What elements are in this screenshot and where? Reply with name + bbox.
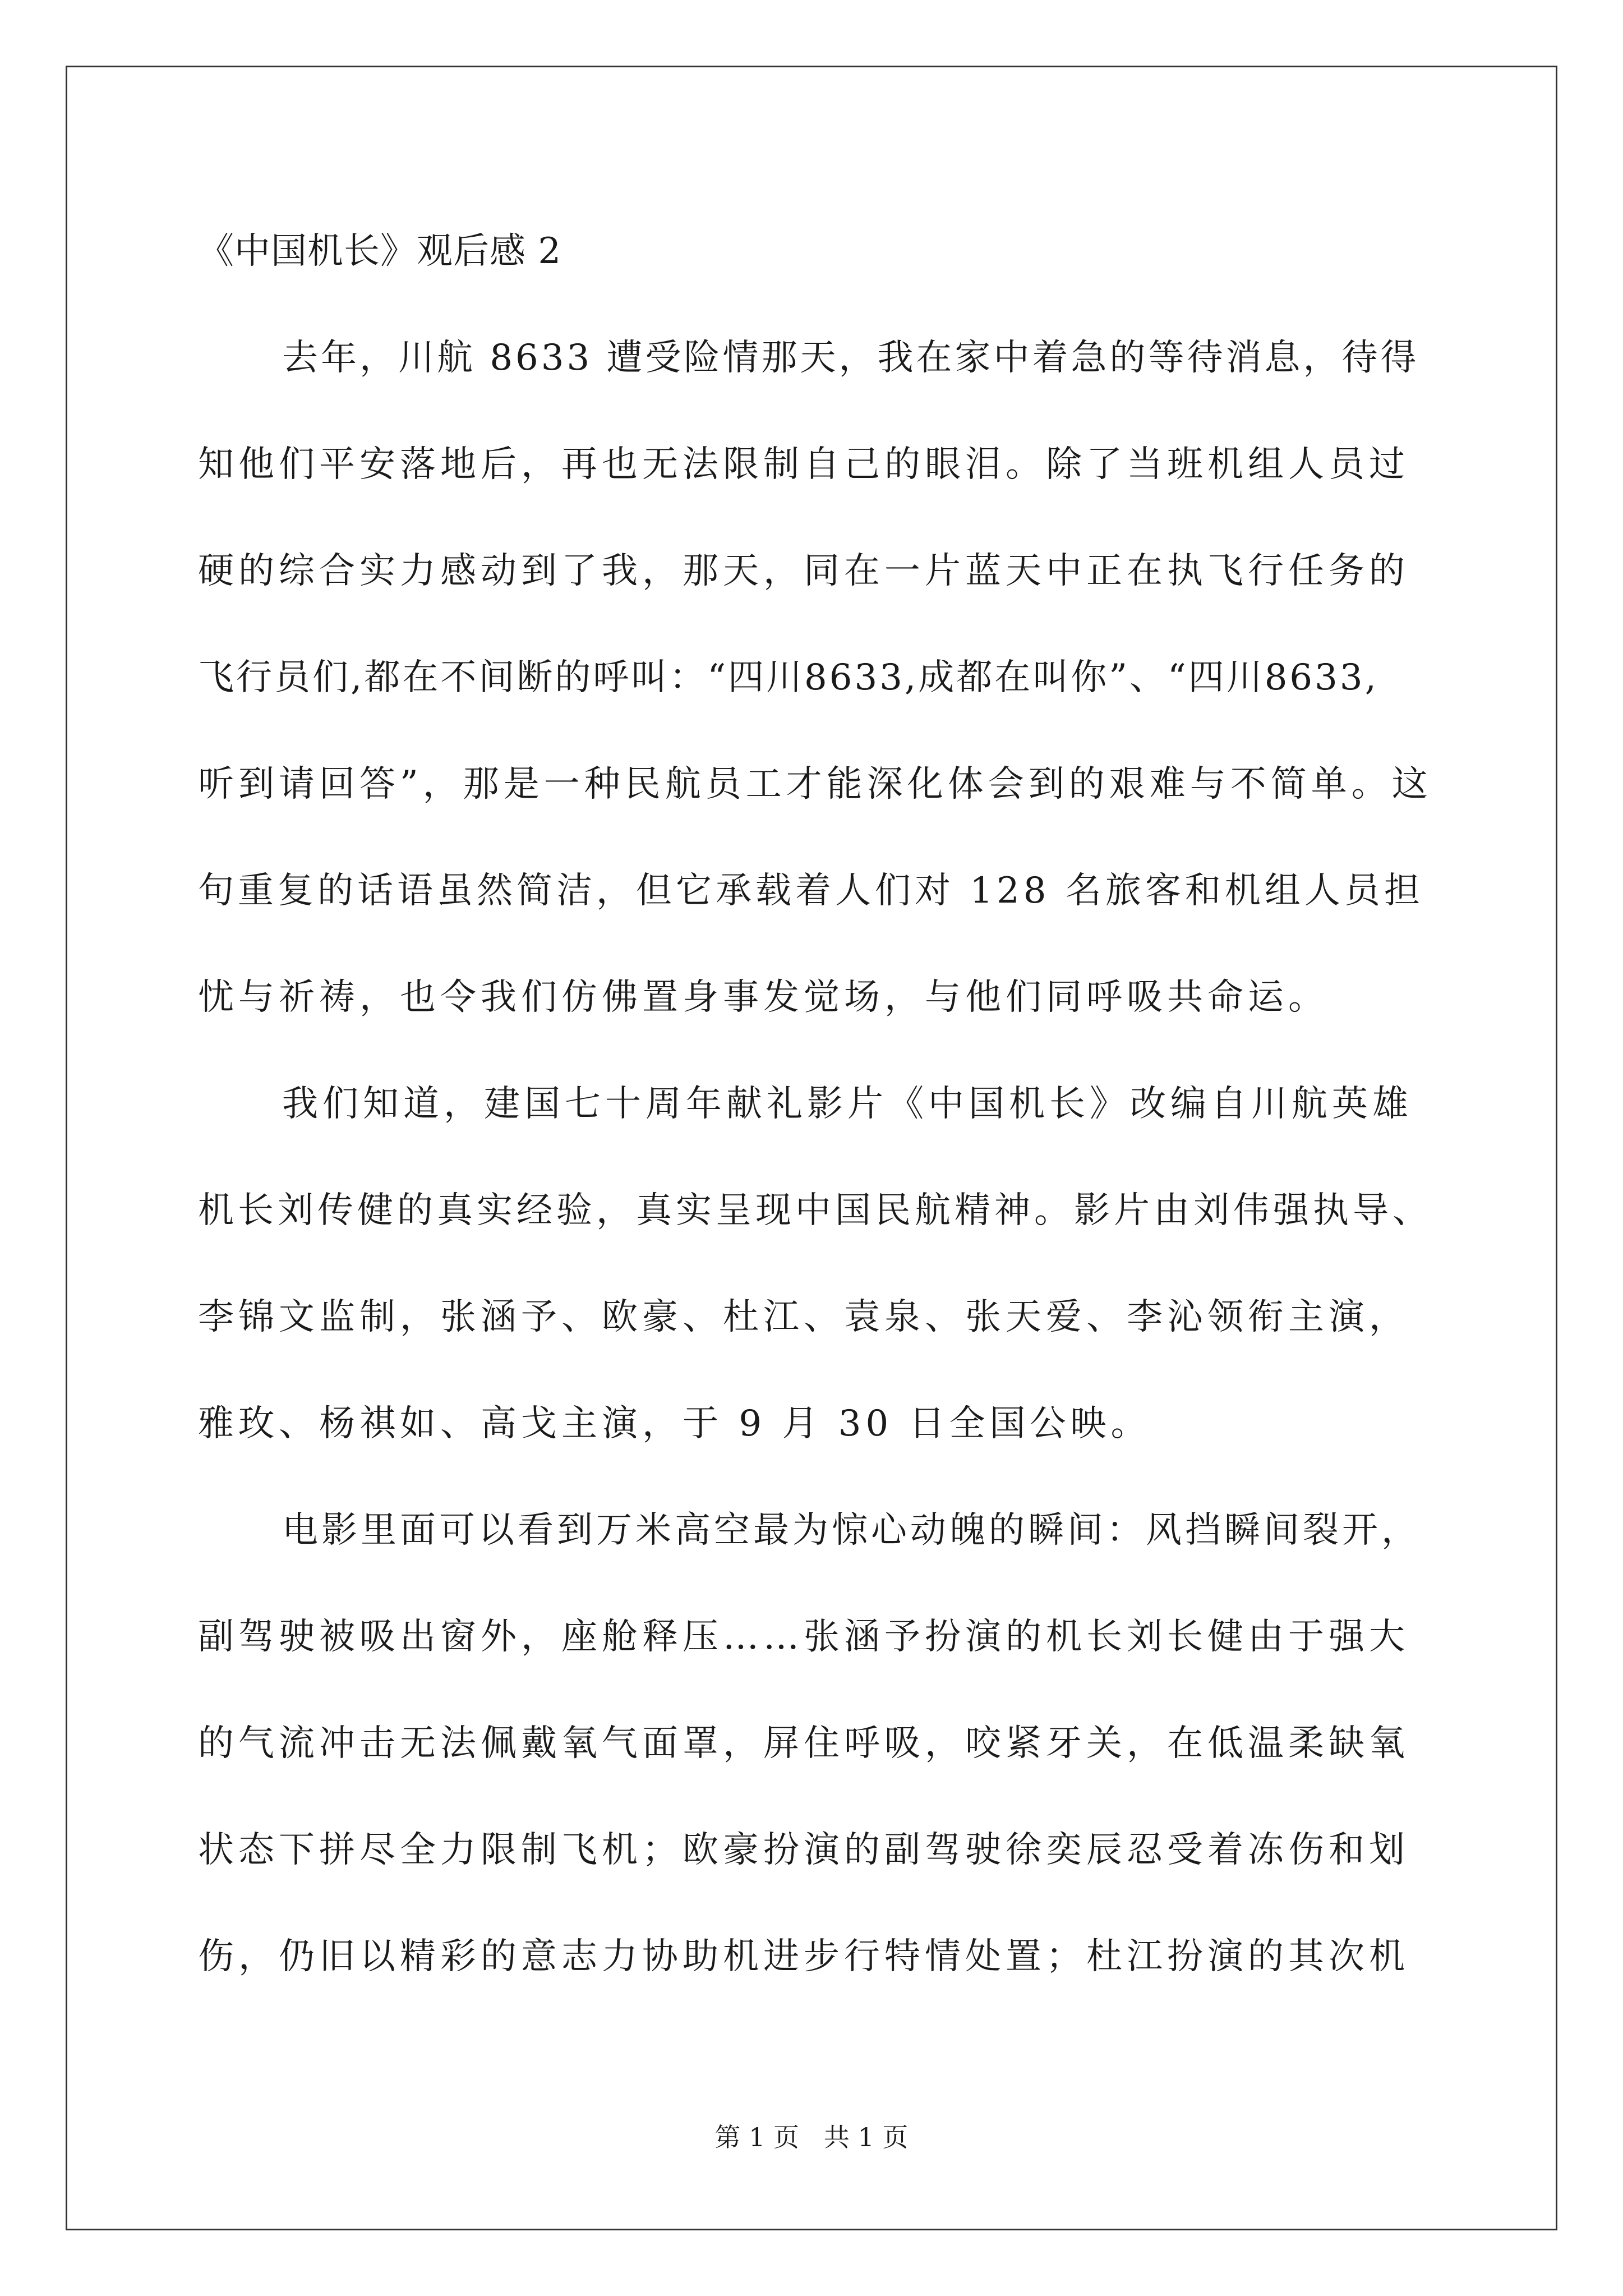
document-title: 《中国机长》观后感 2 [198,231,562,272]
paragraph-line: 我们知道，建国七十周年献礼影片《中国机长》改编自川航英雄 [282,1083,1413,1125]
page-border [66,66,1557,2230]
page-footer: 第 1 页 共 1 页 [714,2122,909,2152]
paragraph-line: 状态下拼尽全力限制飞机；欧豪扮演的副驾驶徐奕辰忍受着冻伤和划 [198,1829,1409,1871]
paragraph-line: 硬的综合实力感动到了我，那天，同在一片蓝天中正在执飞行任务的 [198,550,1409,592]
paragraph-line: 雅玫、杨祺如、高戈主演，于 9 月 30 日全国公映。 [198,1403,1151,1444]
paragraph-line: 忧与祈祷，也令我们仿佛置身事发觉场，与他们同呼吸共命运。 [198,977,1329,1018]
paragraph-line: 副驾驶被吸出窗外，座舱释压……张涵予扮演的机长刘长健由于强大 [198,1616,1409,1658]
paragraph-line: 句重复的话语虽然简洁，但它承载着人们对 128 名旅客和机组人员担 [198,870,1424,912]
paragraph-line: 伤，仍旧以精彩的意志力协助机进步行特情处置；杜江扮演的其次机 [198,1936,1409,1977]
paragraph-line: 飞行员们,都在不间断的呼叫：“四川8633,成都在叫你”、“四川8633, [198,657,1378,698]
paragraph-line: 机长刘传健的真实经验，真实呈现中国民航精神。影片由刘伟强执导、 [198,1190,1432,1231]
paragraph-line: 知他们平安落地后，再也无法限制自己的眼泪。除了当班机组人员过 [198,444,1409,485]
paragraph-line: 李锦文监制，张涵予、欧豪、杜江、袁泉、张天爱、李沁领衔主演， [198,1296,1409,1338]
paragraph-line: 去年，川航 8633 遭受险情那天，我在家中着急的等待消息，待得 [282,337,1419,379]
paragraph-line: 的气流冲击无法佩戴氧气面罩，屏住呼吸，咬紧牙关，在低温柔缺氧 [198,1723,1409,1764]
paragraph-line: 听到请回答”，那是一种民航员工才能深化体会到的艰难与不简单。这 [198,763,1432,805]
paragraph-line: 电影里面可以看到万米高空最为惊心动魄的瞬间：风挡瞬间裂开， [282,1510,1421,1551]
